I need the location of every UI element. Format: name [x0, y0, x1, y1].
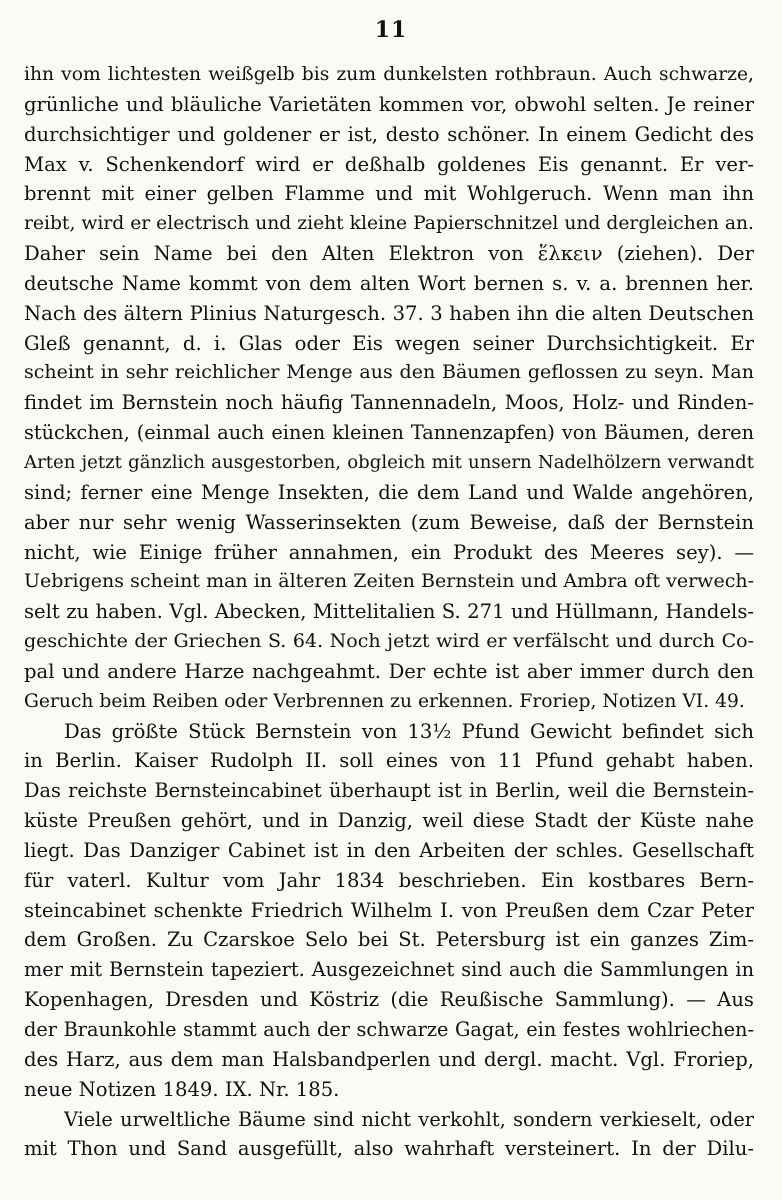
text-line: grünliche und bläuliche Varietäten kommen vor, obwohl selten. Je reiner: [24, 92, 754, 116]
text-line: Max v. Schenkendorf wird er deßhalb goldenes Eis genannt. Er ver-: [24, 152, 754, 176]
text-line: geschichte der Griechen S. 64. Noch jetzt wird er verfälscht und durch Co-: [24, 630, 754, 653]
text-line: des Harz, aus dem man Halsbandperlen und dergl. macht. Vgl. Froriep,: [24, 1047, 754, 1071]
text-line: Kopenhagen, Dresden und Köstriz (die Reußische Sammlung). — Aus: [24, 988, 754, 1012]
text-line: durchsichtiger und goldener er ist, desto schöner. In einem Gedicht des: [24, 122, 754, 146]
text-line: mit Thon und Sand ausgefüllt, also wahrhaft versteinert. In der Dilu-: [24, 1137, 754, 1161]
text-line: scheint in sehr reichlicher Menge aus den Bäumen geflossen zu seyn. Man: [24, 361, 754, 384]
text-line: Nach des ältern Plinius Naturgesch. 37. 3 haben ihn die alten Deutschen: [24, 301, 754, 325]
text-line: neue Notizen 1849. IX. Nr. 185.: [24, 1077, 340, 1101]
text-line: reibt, wird er electrisch und zieht kleine Papierschnitzel und dergleichen an.: [24, 213, 754, 235]
text-line: aber nur sehr wenig Wasserinsekten (zum Beweise, daß der Bernstein: [24, 510, 754, 534]
text-line: sind; ferner eine Menge Insekten, die dem Land und Walde angehören,: [24, 480, 754, 504]
paragraph: [24, 1105, 754, 1165]
text-line: Geruch beim Reiben oder Verbrennen zu erkennen. Froriep, Notizen VI. 49.: [24, 690, 745, 712]
text-line: ihn vom lichtesten weißgelb bis zum dunkelsten rothbraun. Auch schwarze,: [24, 64, 754, 85]
text-line: selt zu haben. Vgl. Abecken, Mittelitalien S. 271 und Hüllmann, Handels-: [24, 600, 754, 624]
text-line: in Berlin. Kaiser Rudolph II. soll eines von 11 Pfund gehabt haben.: [24, 749, 754, 773]
text-line: nicht, wie Einige früher annahmen, ein Produkt des Meeres sey). —: [24, 540, 754, 564]
paragraph: [24, 60, 754, 717]
text-line: Viele urweltliche Bäume sind nicht verkohlt, sondern verkieselt, oder: [64, 1107, 754, 1131]
text-line: stückchen, (einmal auch einen kleinen Tannenzapfen) von Bäumen, deren: [24, 421, 754, 445]
text-line: steincabinet schenkte Friedrich Wilhelm I. von Preußen dem Czar Peter: [24, 898, 754, 922]
text-line: deutsche Name kommt von dem alten Wort bernen s. v. a. brennen her.: [24, 271, 754, 295]
paragraph: [24, 717, 754, 1105]
text-line: Das reichste Bernsteincabinet überhaupt ist in Berlin, weil die Bernstein-: [24, 779, 754, 803]
text-line: der Braunkohle stammt auch der schwarze Gagat, ein festes wohlriechen-: [24, 1018, 754, 1041]
text-line: Das größte Stück Bernstein von 13½ Pfund Gewicht befindet sich: [64, 719, 754, 743]
text-line: dem Großen. Zu Czarskoe Selo bei St. Petersburg ist ein ganzes Zim-: [24, 928, 754, 952]
text-line: Gleß genannt, d. i. Glas oder Eis wegen seiner Durchsichtigkeit. Er: [24, 331, 754, 355]
text-line: pal und andere Harze nachgeahmt. Der echte ist aber immer durch den: [24, 659, 754, 683]
text-line: Uebrigens scheint man in älteren Zeiten Bernstein und Ambra oft verwech-: [24, 570, 754, 593]
text-line: küste Preußen gehört, und in Danzig, weil diese Stadt der Küste nahe: [24, 809, 754, 833]
text-line: Arten jetzt gänzlich ausgestorben, obgleich mit unsern Nadelhölzern verwandt: [24, 451, 754, 473]
text-line: für vaterl. Kultur vom Jahr 1834 beschrieben. Ein kostbares Bern-: [24, 868, 754, 892]
body-text: [24, 60, 754, 1164]
text-line: findet im Bernstein noch häufig Tannennadeln, Moos, Holz- und Rinden-: [24, 391, 754, 415]
text-line: liegt. Das Danziger Cabinet ist in den Arbeiten der schles. Gesellschaft: [24, 838, 754, 862]
text-line: brennt mit einer gelben Flamme und mit Wohlgeruch. Wenn man ihn: [24, 182, 754, 206]
text-line: Daher sein Name bei den Alten Elektron von ἕλκειν (ziehen). Der: [24, 242, 754, 266]
page-number: 11: [374, 17, 408, 43]
text-line: mer mit Bernstein tapeziert. Ausgezeichnet sind auch die Sammlungen in: [24, 958, 754, 982]
